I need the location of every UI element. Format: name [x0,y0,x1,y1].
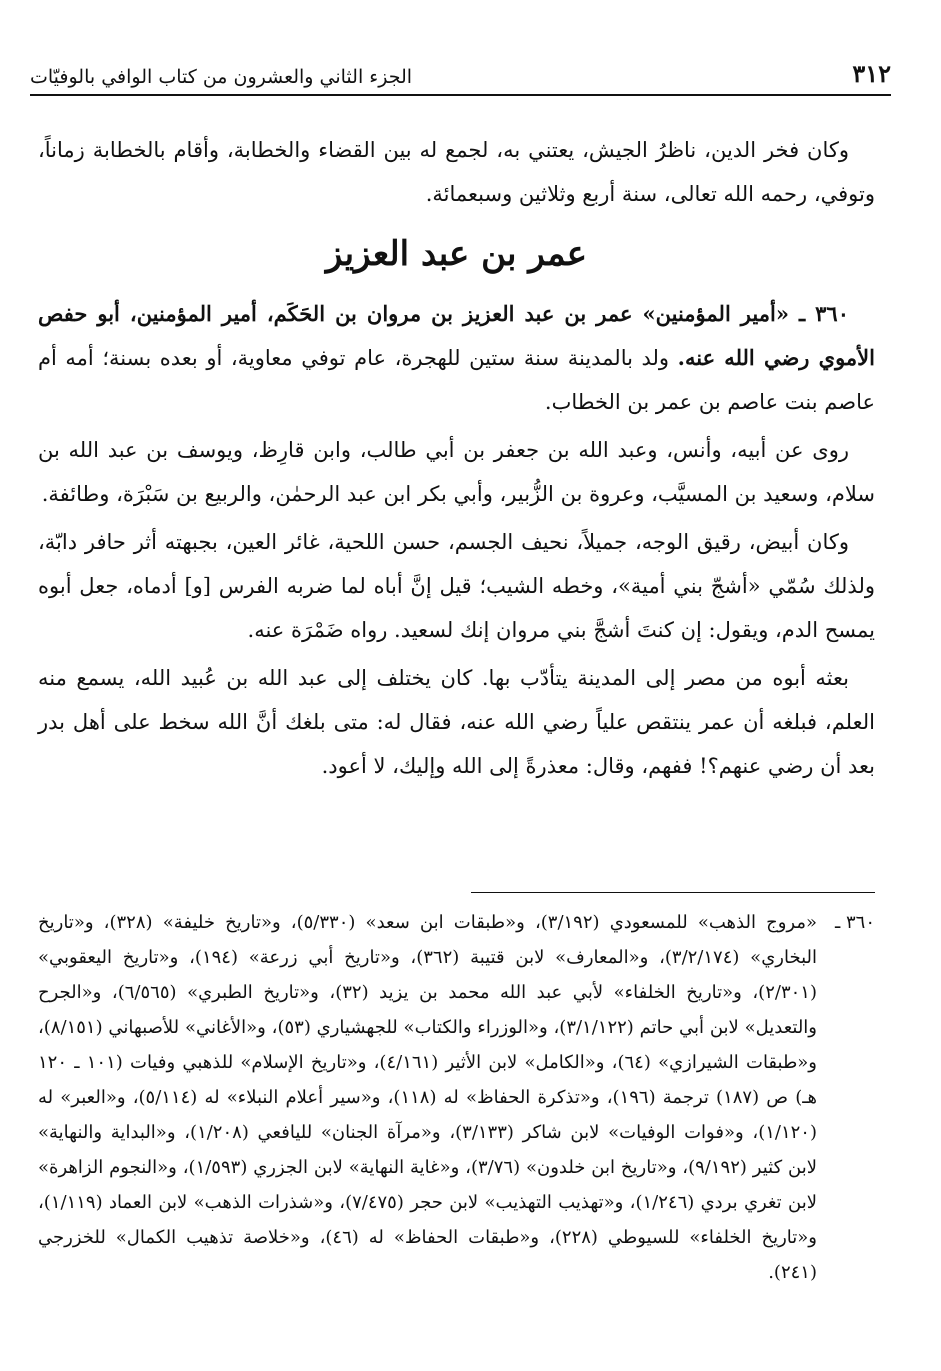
description-paragraph: وكان أبيض، رقيق الوجه، جميلاً، نحيف الجسم، حسن اللحية، غائر العين، بجبهته أثر حافر دابّة، ولذلك سُمّي «أشجّ بني أمية»، وخطه الشيب؛ قيل إنَّ أباه لما ضربه الفرس [و] أدماه، جعل أبوه يمسح الدم، ويقول: إن كنتَ أشجَّ بني مروان إنك لسعيد. رواه ضَمْرَة عنه. [38,530,875,642]
footnote-text: «مروج الذهب» للمسعودي (٣/١٩٢)، و«طبقات ابن سعد» (٥/٣٣٠)، و«تاريخ خليفة» (٣٢٨)، و«تاريخ البخاري» (٣/٢/١٧٤)، و«المعارف» لابن قتيبة (٣٦٢)، و«تاريخ أبي زرعة» (١٩٤)، و«تاريخ اليعقوبي» (٢/٣٠١)، و«تاريخ الخلفاء» لأبي عبد الله محمد بن يزيد (٣٢)، و«تاريخ الطبري» (٦/٥٦٥)، و«الجرح والتعديل» لابن أبي حاتم (٣/١/١٢٢)، و«الوزراء والكتاب» للجهشياري (٥٣)، و«الأغاني» للأصبهاني (٨/١٥١)، و«طبقات الشيرازي» (٦٤)، و«الكامل» لابن الأثير (٤/١٦١)، و«تاريخ الإسلام» للذهبي وفيات (١٠١ ـ ١٢٠ هـ) ص (١٨٧) ترجمة (١٩٦)، و«تذكرة الحفاظ» له (١١٨)، و«سير أعلام النبلاء» له (٥/١١٤)، و«العبر» له (١/١٢٠)، و«فوات الوفيات» لابن شاكر (٣/١٣٣)، و«مرآة الجنان» لليافعي (١/٢٠٨)، و«البداية والنهاية» لابن كثير (٩/١٩٢)، و«تاريخ ابن خلدون» (٣/٧٦)، و«غاية النهاية» لابن الجزري (١/٥٩٣)، و«النجوم الزاهرة» لابن تغري بردي (١/٢٤٦)، و«تهذيب التهذيب» لابن حجر (٧/٤٧٥)، و«شذرات الذهب» لابن العماد (١/١١٩)، و«تاريخ الخلفاء» للسيوطي (٢٢٨)، و«طبقات الحفاظ» له (٤٦)، و«خلاصة تذهيب الكمال» للخزرجي (٢٤١). [38,912,818,1283]
footnote [38,905,875,1290]
entry-heading: ٣٦٠ ـ «أمير المؤمنين» عمر بن عبد العزيز بن مروان بن الحَكَم، أمير المؤمنين، أبو حفص الأموي رضي الله عنه. [38,301,875,370]
page-header [30,52,891,96]
running-title: الجزء الثاني والعشرون من كتاب الوافي بالوفيّات [30,66,413,88]
section-title: عمر بن عبد العزيز [325,234,588,274]
entry-text: ولد بالمدينة سنة ستين للهجرة، عام توفي معاوية، أو بعده بسنة؛ أمه أم عاصم بنت عاصم بن عمر بن الخطاب. [38,346,875,414]
entry-paragraph [38,292,875,424]
page-number: ٣١٢ [852,59,891,88]
footnote-divider [471,892,875,893]
education-paragraph: بعثه أبوه من مصر إلى المدينة يتأدّب بها. كان يختلف إلى عبد الله بن عُبيد الله، يسمع منه العلم، فبلغه أن عمر ينتقص علياً رضي الله عنه، فقال له: متى بلغك أنَّ الله سخط على أهل بدر بعد أن رضي عنهم؟! ففهم، وقال: معذرةً إلى الله وإليك، لا أعود. [38,666,875,778]
main-text [38,128,875,792]
narrators-paragraph: روى عن أبيه، وأنس، وعبد الله بن جعفر بن أبي طالب، وابن قارِظ، ويوسف بن عبد الله بن سلام، وسعيد بن المسيَّب، وعروة بن الزُّبير، وأبي بكر ابن عبد الرحمٰن، والربيع بن سَبْرَة، وطائفة. [38,438,875,506]
footnote-number: ٣٦٠ ـ [834,912,875,933]
intro-paragraph: وكان فخر الدين، ناظرُ الجيش، يعتني به، لجمع له بين القضاء والخطابة، وأقام بالخطابة زماناً، وتوفي، رحمه الله تعالى، سنة أربع وثلاثين وسبعمائة. [38,138,875,206]
